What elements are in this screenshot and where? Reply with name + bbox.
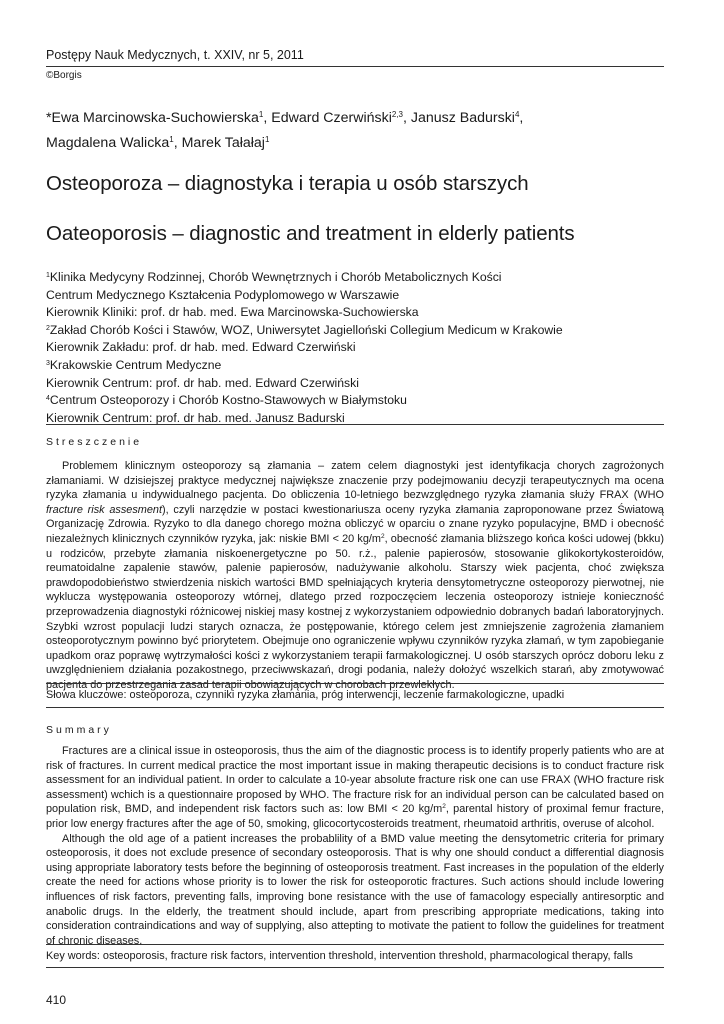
keywords-english: Key words: osteoporosis, fracture risk factors, intervention threshold, intervention threshold, pharmacological therapy, falls <box>46 950 633 962</box>
affil-text: Centrum Osteoporozy i Chorób Kostno-Stawowych w Białymstoku <box>49 393 407 408</box>
title-polish: Osteoporoza – diagnostyka i terapia u osób starszych <box>46 172 529 195</box>
author-line-1 <box>46 104 664 129</box>
author-affil-sup: 4 <box>514 110 520 119</box>
author-name: Magdalena Walicka <box>46 135 170 151</box>
affil-sup: 1 <box>46 272 50 279</box>
affiliation-line <box>46 321 664 339</box>
page-number: 410 <box>46 993 67 1007</box>
affiliation-line <box>46 391 664 409</box>
text-run: ), czyli narzędzie w postaci kwestionariusza oceny ryzyka złamania zaproponowane przez Światową Organizację Zdrowia. Ryzyko to dla danego chorego można obliczyć w oparciu o znane ryzyko populacyjne, BMD i obecność niezależnych klinicznych czynników ryzyka, jak: niskie BMI < 20 kg/m <box>46 503 664 545</box>
affil-text: Krakowskie Centrum Medyczne <box>49 357 222 372</box>
author-name: *Ewa Marcinowska-Suchowierska <box>46 110 259 126</box>
affiliation-line <box>46 338 664 356</box>
article-page <box>46 0 664 1024</box>
affil-sup: 2 <box>46 324 50 332</box>
keywords-rule-top <box>46 944 664 945</box>
affiliation-line <box>46 374 664 392</box>
keywords-rule-top <box>46 683 664 684</box>
affiliation-line <box>46 356 664 374</box>
header-rule <box>46 66 664 67</box>
affil-text: Kierownik Kliniki: prof. dr hab. med. Ewa Marcinowska-Suchowierska <box>46 305 419 320</box>
author-affil-sup: 1 <box>258 110 264 119</box>
affil-text: Centrum Medycznego Kształcenia Podyplomowego w Warszawie <box>46 287 400 302</box>
affil-text: Kierownik Zakładu: prof. dr hab. med. Edward Czerwiński <box>46 340 356 355</box>
summary-paragraph: Although the old age of a patient increases the probablility of a BMD value meeting the densytometric criteria for primary osteoporosis, it does not exclude presence of secondary osteoporosis. That is why one should conduct a differential diagnosis using appropriate laboratory tests before the beginning of osteoporosis treatment. Fast increases in the population of the elderly create the need for actions whose priority is to lower the risk for osteoporotic fractures. Such actions should include lowering influences of risk factors, preventing falls, improving bone resistance with the use of famacology especially antiresorptic and anabolic drugs. In the elderly, the treatment should include, apart from prescribing appropriate medications, taking into consideration contraindications and way of supplying, also attepting to motivate the patient to follow the guidelines for treatment of chronic diseases. <box>46 832 664 947</box>
text-run: , obecność złamania bliższego końca kości udowej (bkku) u rodziców, przebyte złamania niskoenergetyczne po 50. r.ż., palenie papierosów, stosowanie glikokortykosteroidów, reumatoidalne zapalenie stawów, palenie papierosów, nadużywanie alkoholu. Starszy wiek pacjenta, choć zwiększa prawdopodobieństwo stwierdzenia niskich wartości BMD spełniających kryteria densytometryczne osteoporozy pierwotnej, nie wyklucza występowania osteoporozy wtórnej, dlatego przed rozpoczęciem leczenia osteoporozy istnieje konieczność przeprowadzenia diagnostyki różnicowej niskiej masy kostnej z wykorzystaniem odpowiednio dobranych badań laboratoryjnych. Szybki wzrost populacji ludzi starych oznacza, że postępowanie, którego celem jest zmniejszenie zagrożenia złamaniem osteoporotycznym powinno być priorytetem. Obejmuje ono ograniczenie wpływu czynników ryzyka złamań, w tym zapobieganie upadkom oraz poprawę wytrzymałości kości z wykorzystaniem terapii farmakologicznej. U osób starszych oprócz doboru leku z uwzględnieniem działania pozakostnego, przeciwwskazań, drogi podania, należy dołożyć wszelkich starań, aby zmotywować pacjenta do przestrzegania zasad terapii obowiązujących w chorobach przewlekłych. <box>46 532 664 691</box>
keywords-polish: Słowa kluczowe: osteoporoza, czynniki ryzyka złamania, próg interwencji, leczenie farmakologiczne, upadki <box>46 689 565 701</box>
author-name: , Marek Tałałaj <box>173 135 265 151</box>
affil-text: Kierownik Centrum: prof. dr hab. med. Janusz Badurski <box>46 410 345 425</box>
italic-term: fracture risk assesment <box>46 503 163 516</box>
author-affil-sup: 2,3 <box>391 110 403 119</box>
journal-header: Postępy Nauk Medycznych, t. XXIV, nr 5, 2011 <box>46 48 304 62</box>
text-run: Fractures are a clinical issue in osteoporosis, thus the aim of the diagnostic process is to identify properly patients who are at risk of fractures. In current medical practice the most important issue in making therapeutic decisions is to conduct fracture risk assessment for an individual patient. In order to calculate a 10-year absolute fracture risk one can use FRAX (WHO fracture risk assessment) wchich is a questionnaire proposed by WHO. The fracture risk for an individual person can be calculated based on population risk, BMD, and independent risk factors such as: low BMI < 20 kg/m <box>46 745 664 816</box>
section-rule <box>46 424 664 425</box>
affiliations <box>46 268 664 426</box>
text-run: Problemem klinicznym osteoporozy są złamania – zatem celem diagnostyki jest identyfikacja chorych zagrożonych złamaniami. W dzisiejszej praktyce medycznej największe znaczenie przy podejmowaniu decyzji terapeutycznych ma ocena ryzyka złamania u indywidualnego pacjenta. Do obliczenia 10-letniego bezwzględnego ryzyka złamania służy FRAX (WHO <box>46 460 664 502</box>
streszczenie-body <box>46 459 664 693</box>
author-line-2 <box>46 129 664 154</box>
streszczenie-paragraph <box>46 459 664 693</box>
affil-text: Kierownik Centrum: prof. dr hab. med. Edward Czerwiński <box>46 375 359 390</box>
affil-text: Klinika Medycyny Rodzinnej, Chorób Wewnętrznych i Chorób Metabolicznych Kości <box>49 270 502 284</box>
author-affil-sup: 1 <box>169 135 174 144</box>
keywords-rule-bottom <box>46 967 664 968</box>
text-run: , parental history of proximal femur fracture, prior low energy fractures after the age of 50, smoking, glicocortycosteroids treatment, rheumatoid arthritis, overuse of alcohol. <box>46 803 665 830</box>
author-name: , Edward Czerwiński <box>263 110 392 126</box>
affiliation-line <box>46 286 664 304</box>
author-separator: , <box>519 110 524 126</box>
summary-body <box>46 744 664 948</box>
affil-text: Zakład Chorób Kości i Stawów, WOZ, Uniwersytet Jagielloński Collegium Medicum w Krakowie <box>49 322 563 337</box>
affil-sup: 4 <box>46 395 50 403</box>
superscript: 2 <box>380 532 385 540</box>
author-affil-sup: 1 <box>264 135 270 144</box>
superscript: 2 <box>442 803 446 811</box>
copyright-notice: ©Borgis <box>46 70 82 81</box>
affiliation-line <box>46 303 664 321</box>
author-name: , Janusz Badurski <box>402 110 515 126</box>
keywords-rule-bottom <box>46 707 664 708</box>
streszczenie-heading: Streszczenie <box>46 436 143 448</box>
author-list <box>46 104 664 154</box>
affiliation-line <box>46 268 664 286</box>
affil-sup: 3 <box>46 359 50 367</box>
summary-paragraph <box>46 744 664 832</box>
title-english: Oateoporosis – diagnostic and treatment in elderly patients <box>46 222 575 245</box>
summary-heading: Summary <box>46 724 112 736</box>
